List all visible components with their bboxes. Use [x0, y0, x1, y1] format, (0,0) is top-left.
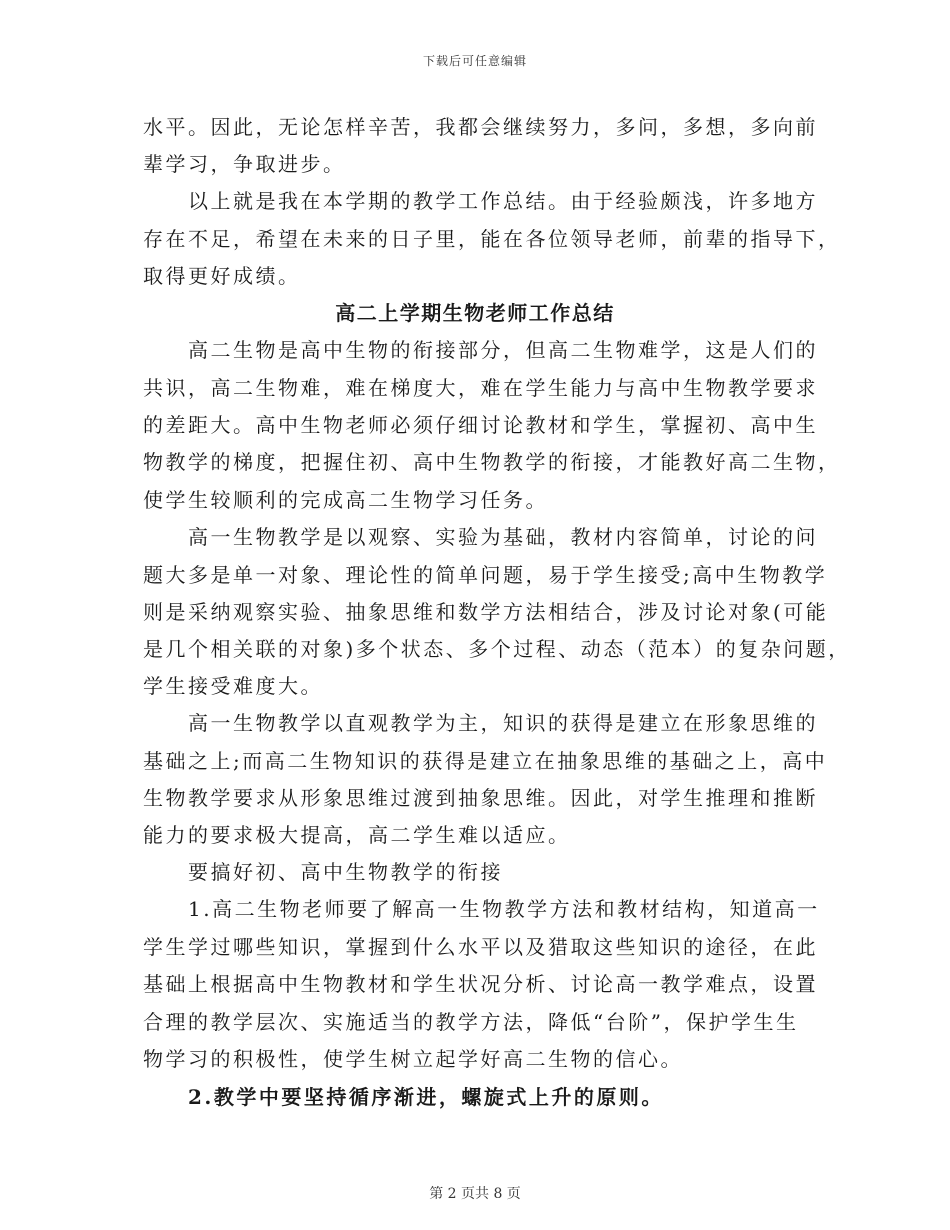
text-line: 基础上根据高中生物教材和学生状况分析、讨论高一教学难点，设置 [143, 972, 818, 996]
text-line: 生物教学要求从形象思维过渡到抽象思维。因此，对学生推理和推断 [143, 786, 818, 810]
text-line: 以上就是我在本学期的教学工作总结。由于经验颇浅，许多地方 [188, 189, 818, 213]
text-line: 学生学过哪些知识，掌握到什么水平以及猎取这些知识的途径，在此 [143, 935, 818, 959]
text-line: 共识，高二生物难，难在梯度大，难在学生能力与高中生物教学要求 [143, 376, 818, 400]
text-line: 物学习的积极性，使学生树立起学好高二生物的信心。 [143, 1047, 683, 1071]
page-footer: 第 2 页共 8 页 [429, 1186, 521, 1202]
text-line: 要搞好初、高中生物教学的衔接 [188, 860, 503, 884]
text-line: 学生接受难度大。 [143, 674, 323, 698]
page-header: 下载后可任意编辑 [422, 54, 527, 68]
text-line-bold: 2.教学中要坚持循序渐进，螺旋式上升的原则。 [188, 1085, 664, 1109]
text-line: 使学生较顺利的完成高二生物学习任务。 [143, 488, 548, 512]
text-line: 基础之上;而高二生物知识的获得是建立在抽象思维的基础之上，高中 [143, 749, 828, 773]
text-line: 题大多是单一对象、理论性的简单问题，易于学生接受;高中生物教学 [143, 563, 828, 587]
text-line: 合理的教学层次、实施适当的教学方法，降低“台阶”，保护学生生 [143, 1010, 799, 1034]
text-line: 存在不足，希望在未来的日子里，能在各位领导老师，前辈的指导下， [143, 227, 841, 251]
text-line: 辈学习，争取进步。 [143, 152, 346, 176]
text-line: 能力的要求极大提高，高二学生难以适应。 [143, 823, 571, 847]
text-line: 高一生物教学是以观察、实验为基础，教材内容简单，讨论的问 [188, 525, 818, 549]
text-line: 1.高二生物老师要了解高一生物教学方法和教材结构，知道高一 [188, 897, 820, 921]
text-line: 是几个相关联的对象)多个状态、多个过程、动态（范本）的复杂问题， [143, 637, 851, 661]
document-title: 高二上学期生物老师工作总结 [335, 301, 615, 325]
text-line: 物教学的梯度，把握住初、高中生物教学的衔接，才能教好高二生物， [143, 450, 841, 474]
text-line: 高二生物是高中生物的衔接部分，但高二生物难学，这是人们的 [188, 338, 818, 362]
text-line: 取得更好成绩。 [143, 264, 301, 288]
text-line: 水平。因此，无论怎样辛苦，我都会继续努力，多问，多想，多向前 [143, 115, 818, 139]
text-line: 高一生物教学以直观教学为主，知识的获得是建立在形象思维的 [188, 711, 818, 735]
text-line: 则是采纳观察实验、抽象思维和数学方法相结合，涉及讨论对象(可能 [143, 600, 829, 624]
text-line: 的差距大。高中生物老师必须仔细讨论教材和学生，掌握初、高中生 [143, 413, 818, 437]
